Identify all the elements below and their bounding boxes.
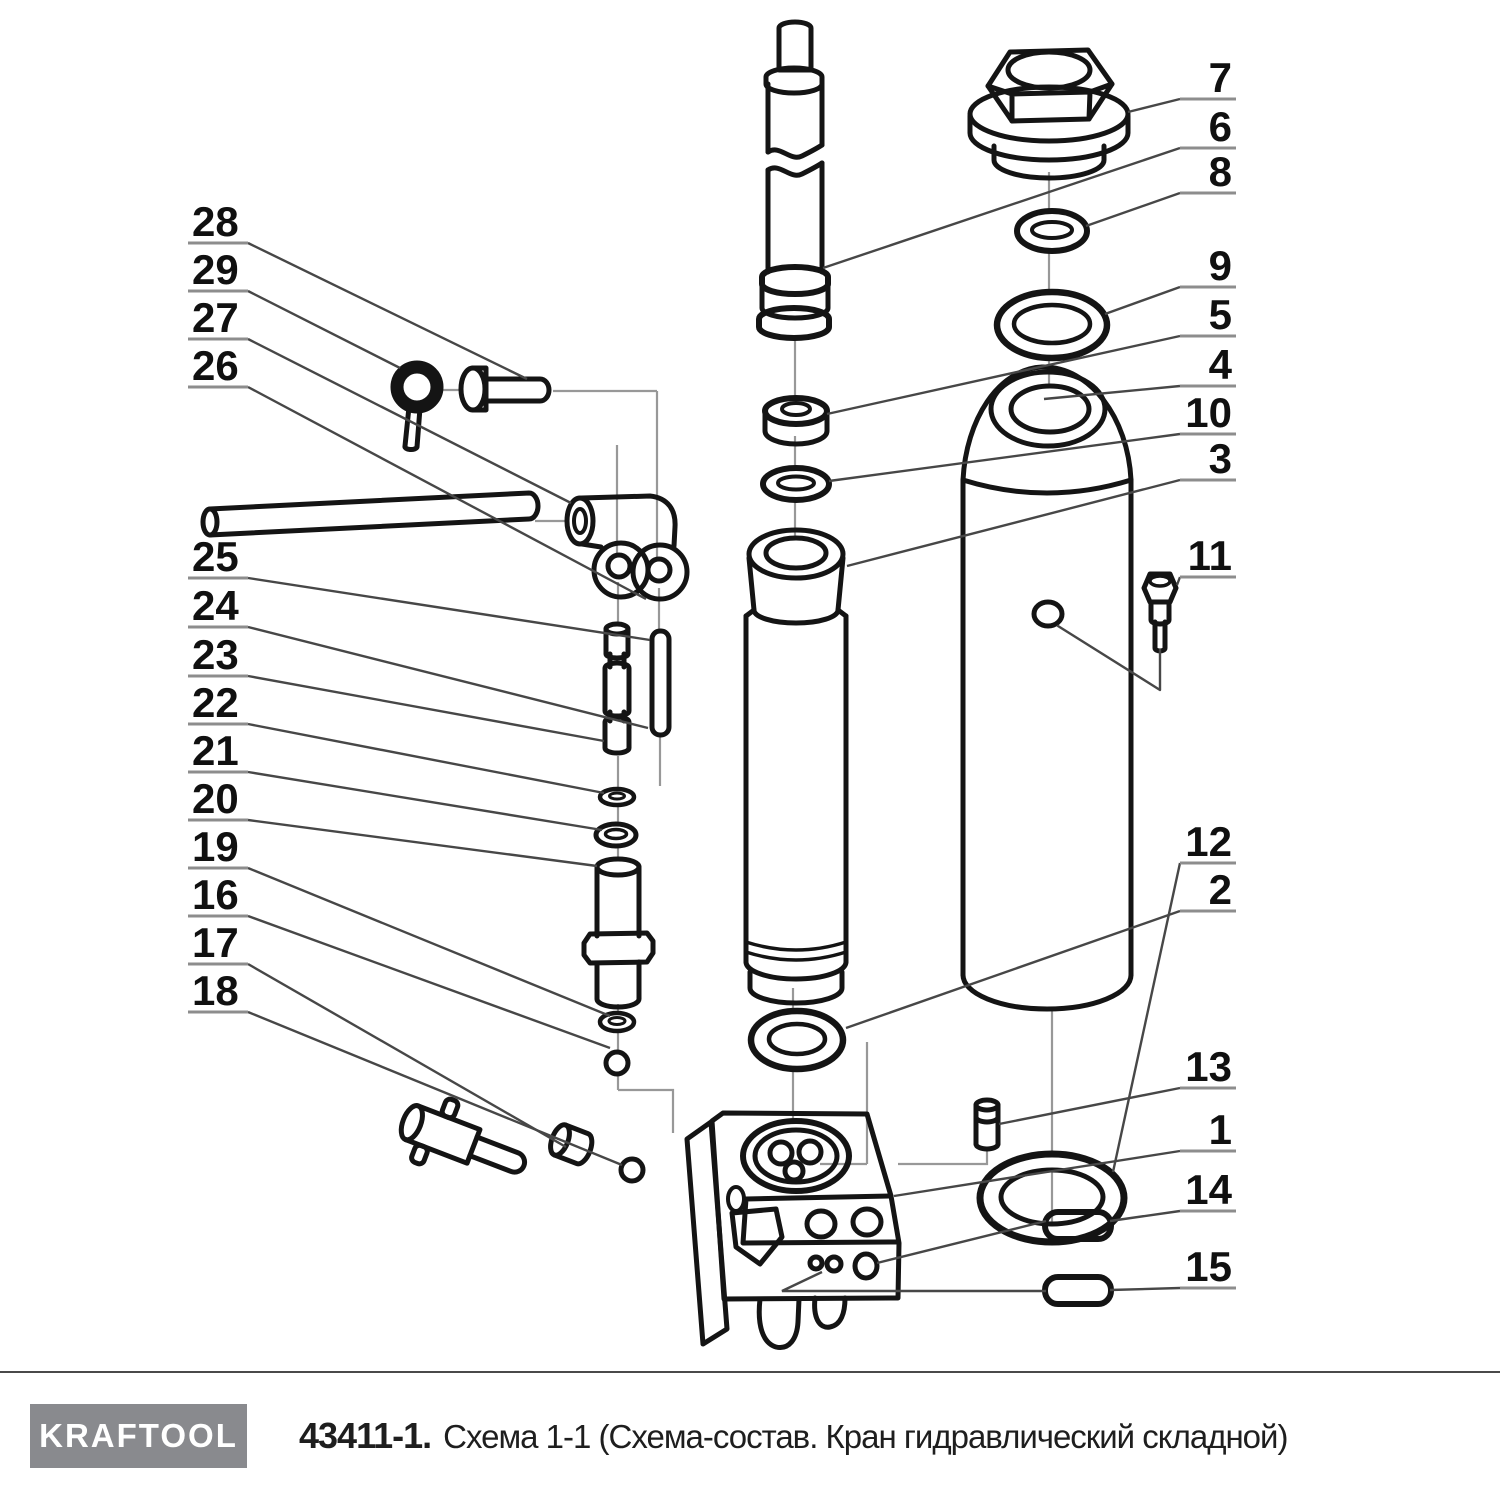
part-oring-8 <box>1017 211 1087 251</box>
part-piston-rod <box>759 22 829 338</box>
kraftool-logo <box>30 1404 247 1468</box>
part-label-17: 17 <box>192 919 239 966</box>
footer-divider <box>0 1371 1500 1373</box>
part-leader-6 <box>823 148 1180 268</box>
caption-code: 43411-1. <box>299 1415 432 1456</box>
part-leader-19 <box>248 868 610 1016</box>
part-label-24: 24 <box>192 582 239 629</box>
part-leader-8 <box>1086 193 1180 226</box>
part-valve-pin <box>652 631 669 735</box>
part-label-28: 28 <box>192 198 239 245</box>
part-label-20: 20 <box>192 775 239 822</box>
part-leader-5 <box>827 336 1180 414</box>
part-oring-2 <box>751 1011 843 1069</box>
part-leader-23 <box>248 676 604 741</box>
part-leader-12 <box>1113 863 1180 1172</box>
part-filler-plug <box>970 50 1128 178</box>
part-label-11: 11 <box>1187 532 1232 579</box>
part-ball-16 <box>606 1052 628 1074</box>
part-label-13: 13 <box>1185 1043 1232 1090</box>
part-label-1: 1 <box>1208 1106 1232 1153</box>
part-ring-pin <box>397 367 437 450</box>
part-leader-11 <box>1177 577 1180 585</box>
part-drain-bolt <box>1058 574 1176 690</box>
part-valve-spool <box>605 624 629 753</box>
footer <box>30 1404 1287 1468</box>
part-label-15: 15 <box>1185 1243 1232 1290</box>
part-label-16: 16 <box>192 871 239 918</box>
diagram-caption <box>299 1415 1287 1457</box>
part-pin-13 <box>976 1100 998 1149</box>
part-label-7: 7 <box>1208 54 1232 101</box>
part-oring-19 <box>600 1013 634 1031</box>
part-leader-21 <box>248 772 602 830</box>
part-pin-15 <box>1045 1277 1111 1304</box>
part-label-2: 2 <box>1208 866 1232 913</box>
part-label-14: 14 <box>1185 1166 1232 1213</box>
part-screw <box>461 368 549 410</box>
caption-text: Схема 1-1 (Схема-состав. Кран гидравлический складной) <box>443 1418 1288 1455</box>
part-label-22: 22 <box>192 679 239 726</box>
part-label-9: 9 <box>1208 242 1232 289</box>
part-label-26: 26 <box>192 342 239 389</box>
part-label-10: 10 <box>1185 389 1232 436</box>
part-ball-18 <box>621 1159 643 1181</box>
part-label-12: 12 <box>1185 818 1232 865</box>
kraftool-logo-text: KRAFTOOL <box>39 1417 238 1454</box>
part-leader-16 <box>248 916 610 1048</box>
part-oring-21 <box>596 824 636 846</box>
part-label-21: 21 <box>192 727 239 774</box>
part-leader-7 <box>1128 99 1180 112</box>
part-leader-18 <box>248 1012 622 1165</box>
part-label-4: 4 <box>1208 341 1232 388</box>
part-leader-22 <box>248 724 604 793</box>
part-leader-9 <box>1105 287 1180 314</box>
part-label-23: 23 <box>192 631 239 678</box>
label-leader-lines <box>248 99 1180 1290</box>
part-leader-15 <box>1110 1288 1180 1290</box>
part-label-18: 18 <box>192 967 239 1014</box>
part-leader-25 <box>248 578 650 640</box>
part-leader-13 <box>999 1088 1180 1124</box>
part-label-3: 3 <box>1208 435 1232 482</box>
extra-leader-lines <box>782 1221 1046 1291</box>
part-label-29: 29 <box>192 246 239 293</box>
part-label-6: 6 <box>1208 103 1232 150</box>
part-label-27: 27 <box>192 294 239 341</box>
parts-artwork <box>203 22 1176 1347</box>
part-leader-26 <box>248 387 646 599</box>
part-pump-plunger <box>584 859 653 1007</box>
part-label-8: 8 <box>1208 148 1232 195</box>
part-label-19: 19 <box>192 823 239 870</box>
part-oring-10 <box>763 468 829 500</box>
part-number-labels <box>192 54 1233 1290</box>
part-inner-cylinder <box>746 530 846 1003</box>
part-label-5: 5 <box>1208 291 1232 338</box>
part-label-25: 25 <box>192 533 239 580</box>
part-outer-tank <box>963 367 1131 1009</box>
part-oring-9 <box>997 292 1107 358</box>
part-leader-17 <box>248 964 566 1147</box>
part-oring-22 <box>600 789 634 805</box>
part-leader-20 <box>248 820 597 866</box>
part-lever-socket <box>567 496 687 599</box>
part-leader-29 <box>248 291 400 368</box>
part-release-key <box>391 1086 537 1199</box>
